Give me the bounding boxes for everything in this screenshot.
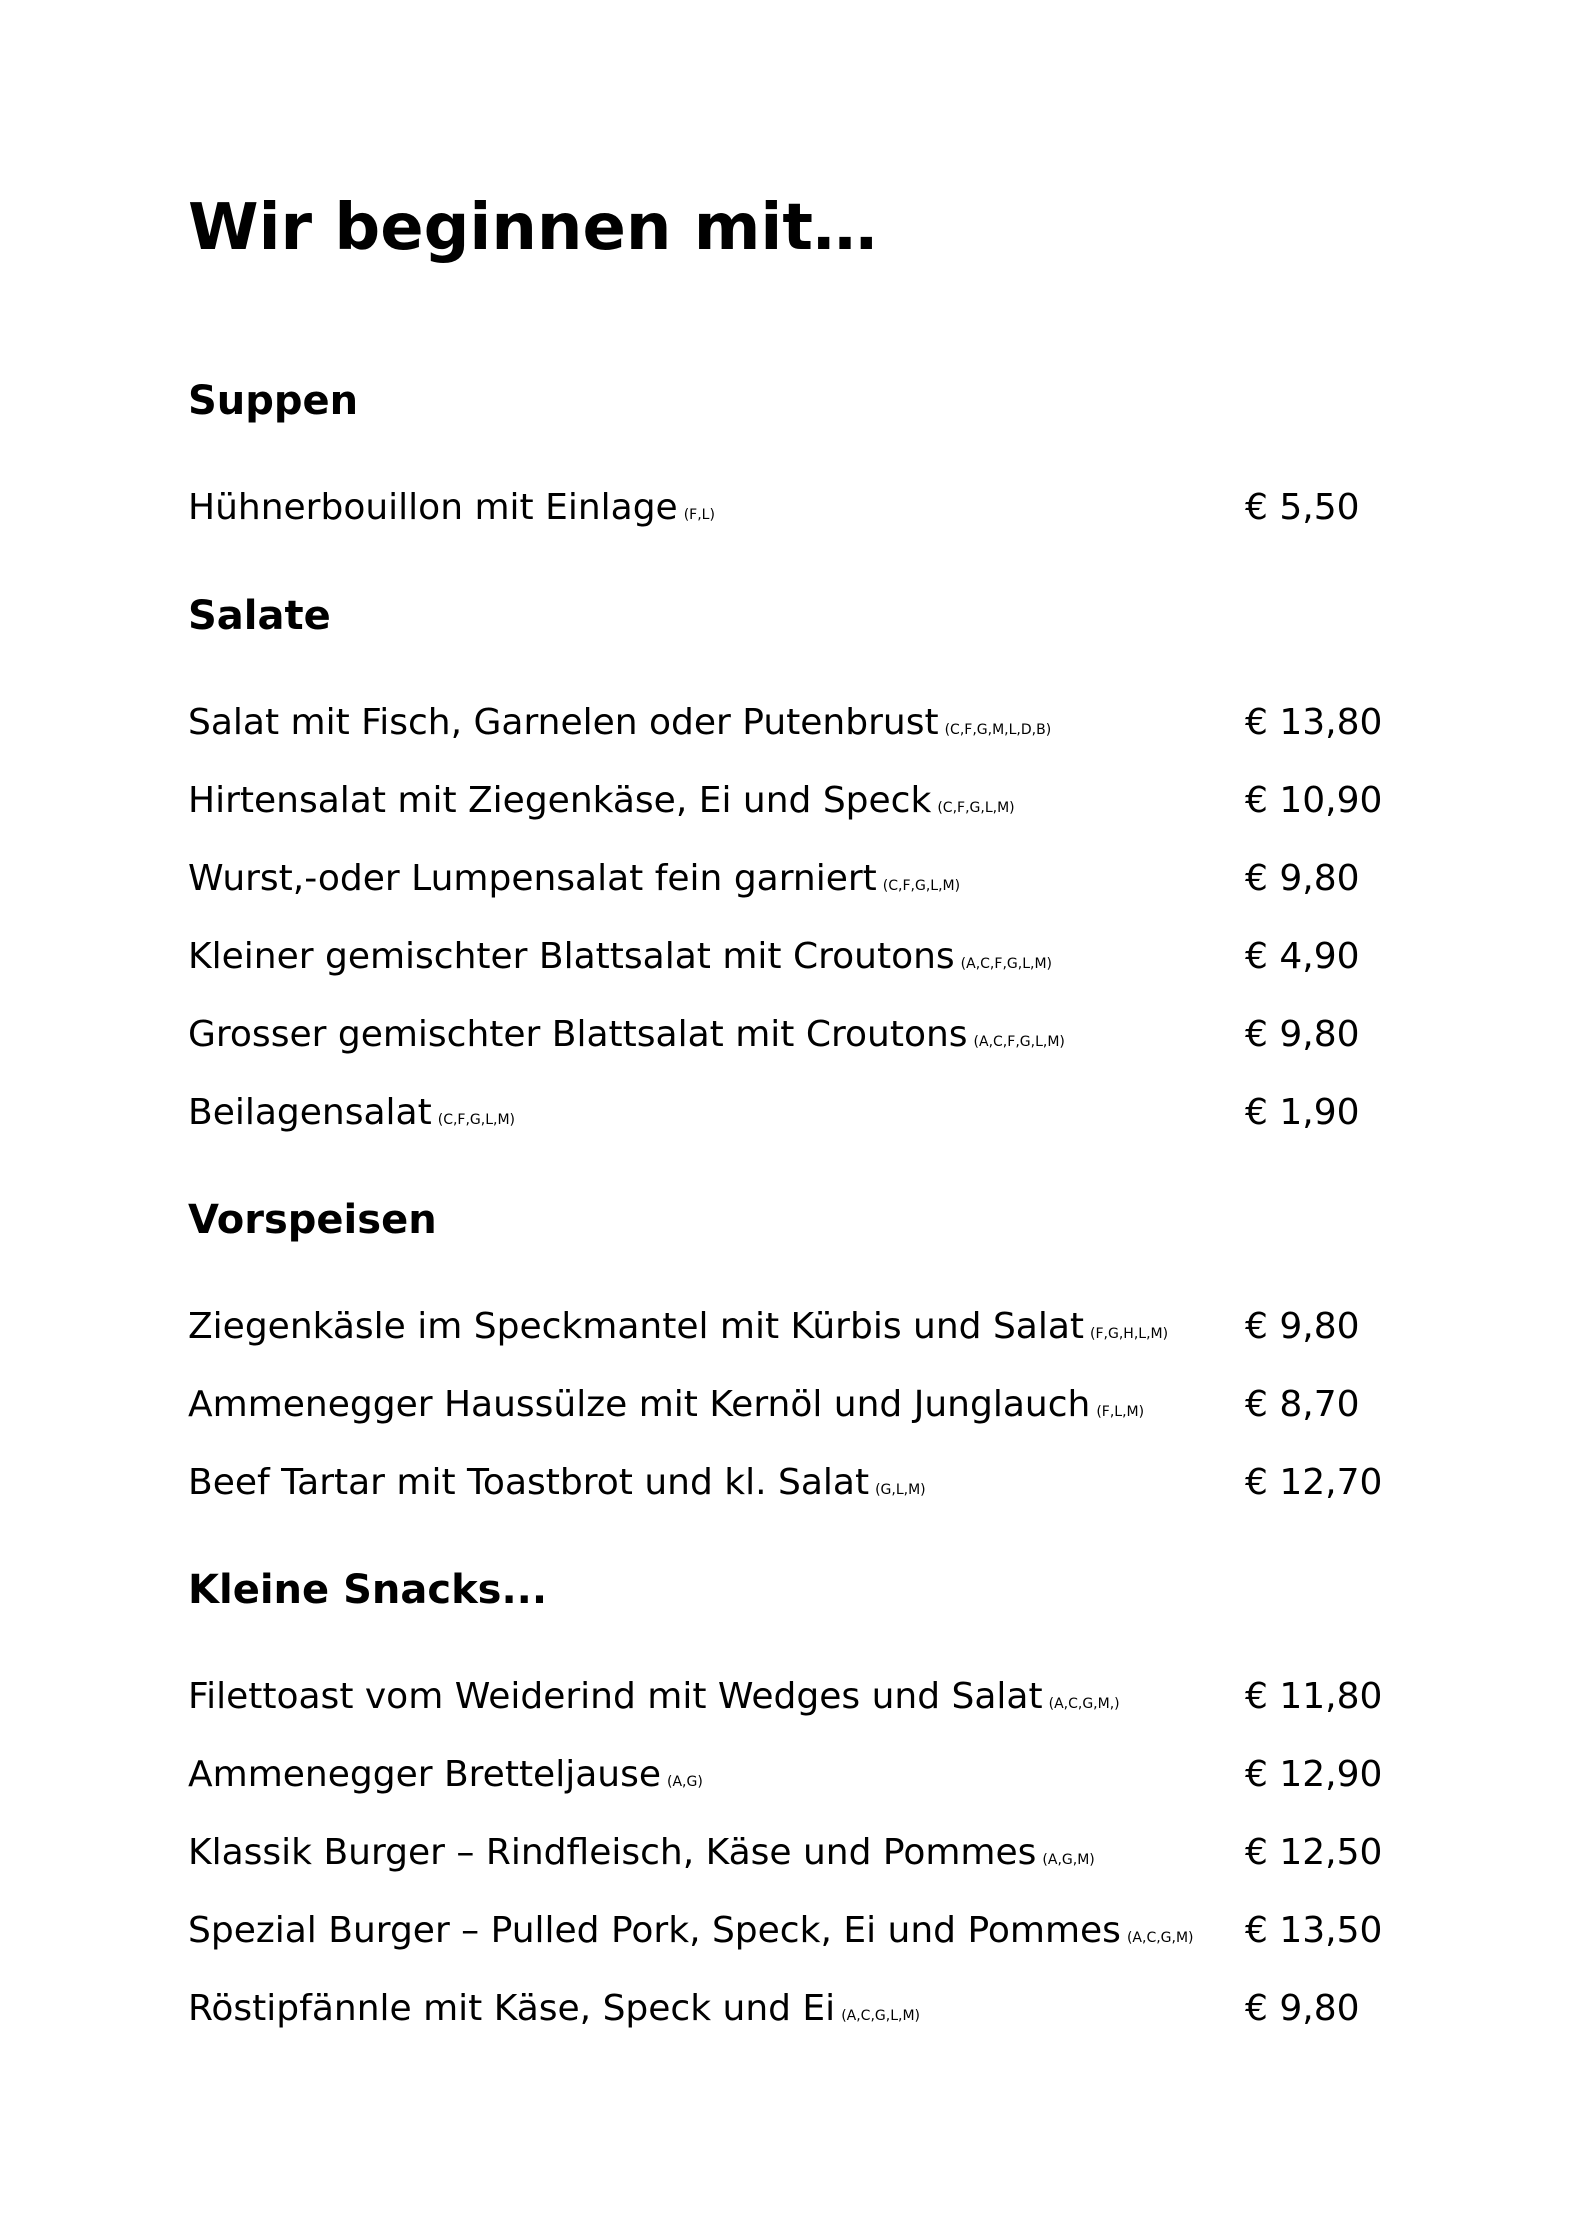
menu-item-name: Beef Tartar mit Toastbrot und kl. Salat <box>188 1462 870 1503</box>
allergen-codes: (C,F,G,M,L,D,B) <box>944 722 1052 738</box>
menu-item-name: Ammenegger Haussülze mit Kernöl und Junglauch <box>188 1384 1091 1425</box>
menu-item-price: € 12,90 <box>1245 1754 1383 1795</box>
allergen-codes: (G,L,M) <box>875 1482 926 1498</box>
menu-item-name-row <box>188 933 1052 981</box>
menu-item <box>188 1751 1388 1799</box>
menu-item-name: Ammenegger Bretteljause <box>188 1754 661 1795</box>
menu-item-name: Kleiner gemischter Blattsalat mit Croutons <box>188 936 955 977</box>
menu-item-price: € 4,90 <box>1245 936 1360 977</box>
menu-item-price: € 5,50 <box>1245 487 1360 528</box>
menu-item <box>188 1089 1388 1137</box>
section-heading-vorspeisen: Vorspeisen <box>188 1197 437 1243</box>
menu-item-price: € 13,80 <box>1245 702 1383 743</box>
menu-item-name-row <box>188 484 715 532</box>
menu-item-name: Klassik Burger – Rindfleisch, Käse und Pommes <box>188 1832 1037 1873</box>
menu-item-name: Spezial Burger – Pulled Pork, Speck, Ei und Pommes <box>188 1910 1121 1951</box>
menu-item <box>188 1303 1388 1351</box>
menu-item-name-row <box>188 699 1051 747</box>
menu-item-name: Ziegenkäsle im Speckmantel mit Kürbis und Salat <box>188 1306 1085 1347</box>
menu-item-name: Hirtensalat mit Ziegenkäse, Ei und Speck <box>188 780 932 821</box>
menu-item-price: € 12,70 <box>1245 1462 1383 1503</box>
allergen-codes: (A,C,G,M) <box>1126 1930 1194 1946</box>
allergen-codes: (F,L) <box>683 507 715 523</box>
menu-item <box>188 855 1388 903</box>
menu-item-name: Hühnerbouillon mit Einlage <box>188 487 678 528</box>
menu-item <box>188 1985 1388 2033</box>
allergen-codes: (C,F,G,L,M) <box>437 1112 516 1128</box>
menu-item-name: Grosser gemischter Blattsalat mit Croutons <box>188 1014 968 1055</box>
menu-item-name-row <box>188 777 1015 825</box>
menu-item <box>188 1829 1388 1877</box>
section-heading-salate: Salate <box>188 593 331 639</box>
menu-item-price: € 9,80 <box>1245 858 1360 899</box>
menu-item-name-row <box>188 855 960 903</box>
menu-item-name: Wurst,-oder Lumpensalat fein garniert <box>188 858 877 899</box>
menu-item-price: € 9,80 <box>1245 1014 1360 1055</box>
menu-item-price: € 8,70 <box>1245 1384 1360 1425</box>
menu-item-price: € 9,80 <box>1245 1306 1360 1347</box>
menu-item-name-row <box>188 1381 1144 1429</box>
section-heading-kleine-snacks: Kleine Snacks... <box>188 1567 548 1613</box>
menu-item-price: € 9,80 <box>1245 1988 1360 2029</box>
menu-item <box>188 699 1388 747</box>
menu-item-name: Salat mit Fisch, Garnelen oder Putenbrust <box>188 702 939 743</box>
menu-item <box>188 1673 1388 1721</box>
menu-item <box>188 1459 1388 1507</box>
menu-item-name-row <box>188 1089 515 1137</box>
menu-item-name-row <box>188 1751 703 1799</box>
menu-item <box>188 1011 1388 1059</box>
allergen-codes: (C,F,G,L,M) <box>882 878 961 894</box>
menu-item <box>188 777 1388 825</box>
menu-item <box>188 484 1388 532</box>
menu-item-name-row <box>188 1985 920 2033</box>
allergen-codes: (A,G) <box>667 1774 703 1790</box>
menu-item-price: € 1,90 <box>1245 1092 1360 1133</box>
menu-item <box>188 933 1388 981</box>
menu-item <box>188 1907 1388 1955</box>
allergen-codes: (A,C,G,M,) <box>1048 1696 1120 1712</box>
menu-item-price: € 13,50 <box>1245 1910 1383 1951</box>
menu-item-name-row <box>188 1459 926 1507</box>
allergen-codes: (A,G,M) <box>1042 1852 1095 1868</box>
menu-item-price: € 12,50 <box>1245 1832 1383 1873</box>
allergen-codes: (A,C,G,L,M) <box>841 2008 920 2024</box>
menu-item-name: Beilagensalat <box>188 1092 432 1133</box>
allergen-codes: (A,C,F,G,L,M) <box>973 1034 1065 1050</box>
menu-item-name: Filettoast vom Weiderind mit Wedges und Salat <box>188 1676 1043 1717</box>
section-heading-suppen: Suppen <box>188 378 359 424</box>
allergen-codes: (F,L,M) <box>1096 1404 1145 1420</box>
menu-item-name-row <box>188 1829 1095 1877</box>
menu-item-name-row <box>188 1303 1168 1351</box>
allergen-codes: (F,G,H,L,M) <box>1090 1326 1169 1342</box>
allergen-codes: (A,C,F,G,L,M) <box>960 956 1052 972</box>
menu-item-price: € 11,80 <box>1245 1676 1383 1717</box>
menu-item-name-row <box>188 1011 1065 1059</box>
allergen-codes: (C,F,G,L,M) <box>937 800 1015 816</box>
page-title: Wir beginnen mit… <box>188 191 877 265</box>
menu-item-name-row <box>188 1907 1194 1955</box>
menu-item <box>188 1381 1388 1429</box>
menu-item-name: Röstipfännle mit Käse, Speck und Ei <box>188 1988 836 2029</box>
menu-item-price: € 10,90 <box>1245 780 1383 821</box>
menu-item-name-row <box>188 1673 1120 1721</box>
